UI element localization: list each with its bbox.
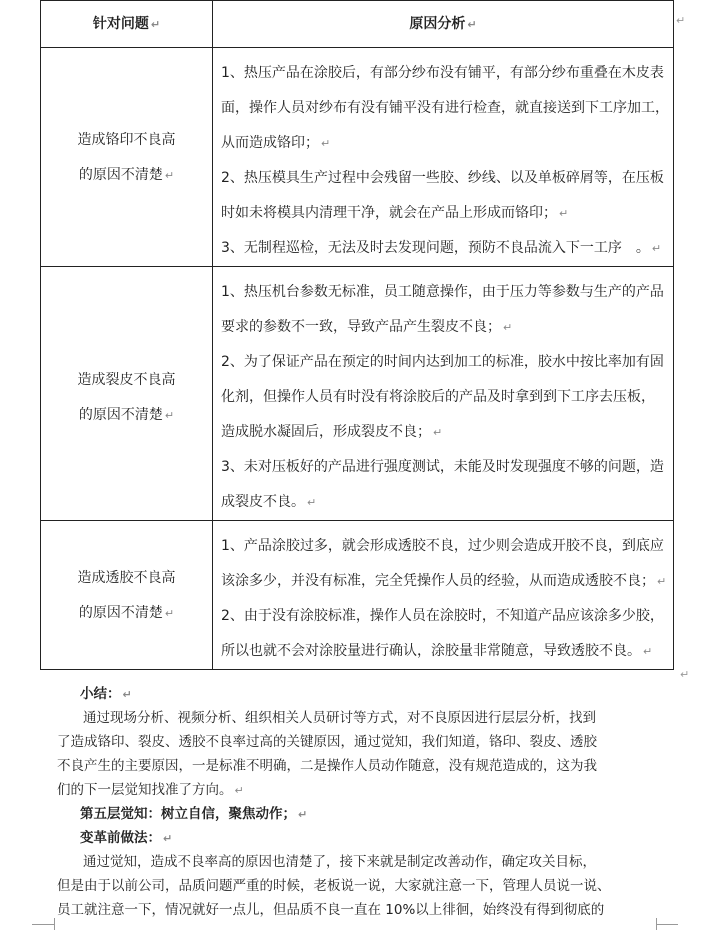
before-paragraph: 通过觉知，造成不良率高的原因也清楚了，接下来就是制定改善动作，确定攻关目标， 但是由于以前公司，品质问题严重的时候，老板说一说，大家就注意一下，管理人员说一说、 员工就注意一下，情况就好一点儿，但品质不良一直在 10%以上徘徊，始终没有得到彻底的 [57,854,611,918]
row1-problem: 造成铬印不良高 的原因不清楚 ↵ [77,132,176,183]
cell-end-mark: ↵ [676,14,686,27]
row-divider [41,520,673,521]
crop-mark [32,924,54,925]
row2-problem: 造成裂皮不良高 的原因不清楚 ↵ [77,372,176,423]
row3-problem: 造成透胶不良高 的原因不清楚 ↵ [77,570,176,621]
crop-mark [656,918,657,930]
summary-paragraph: 通过现场分析、视频分析、组织相关人员研讨等方式，对不良原因进行层层分析，找到 了造成铬印、裂皮、透胶不良率过高的关键原因，通过觉知，我们知道，铬印、裂皮、透胶 不良产生的主要原因，一是标准不明确，二是操作人员动作随意，没有规范造成的，这为我 们的下一层觉知找准了方向。 ↵ [57,710,597,798]
crop-mark [656,924,678,925]
row3-analysis: 1、产品涂胶过多，就会形成透胶不良，过少则会造成开胶不良，到底应 该涂多少，并没有标准，完全凭操作人员的经验，从而造成透胶不良； ↵ 2、由于没有涂胶标准，操作人员在涂胶时，不知道产品应该涂多少胶， 所以也就不会对涂胶量进行确认，涂胶量非常随意，导致透胶不良。 ↵ [221,538,667,659]
row-divider [41,266,673,267]
row1-analysis: 1、热压产品在涂胶后，有部分纱布没有铺平，有部分纱布重叠在木皮表 面，操作人员对纱布有没有铺平没有进行检查，就直接送到下工序加工， 从而造成铬印； ↵ 2、热压模具生产过程中会残留一些胶、纱线、以及单板碎屑等，在压板 时如未将模具内清理干净，就会在产品上形成而铬印； ↵ 3、无制程巡检，无法及时去发现问题，预防不良品流入下一工序 。 ↵ [221,65,669,256]
crop-mark [54,918,55,930]
header-analysis: 原因分析 ↵ [409,16,477,32]
header-problem: 针对问题 ↵ [92,16,161,32]
analysis-table [40,0,674,670]
row-end-mark: ↵ [680,668,690,681]
before-heading: 变革前做法： ↵ [80,830,173,846]
column-divider [212,1,213,669]
section5-heading: 第五层觉知：树立自信，聚焦动作； ↵ [80,806,308,822]
row2-analysis: 1、热压机台参数无标准，员工随意操作，由于压力等参数与生产的产品 要求的参数不一致，导致产品产生裂皮不良； ↵ 2、为了保证产品在预定的时间内达到加工的标准，胶水中按比率加有固 化剂，但操作人员有时没有将涂胶后的产品及时拿到到下工序去压板， 造成脱水凝固后，形成裂皮不良； ↵ 3、未对压板好的产品进行强度测试，未能及时发现强度不够的问题，造 成裂皮不良。 ↵ [221,284,664,510]
summary-heading: 小结： ↵ [80,686,132,702]
